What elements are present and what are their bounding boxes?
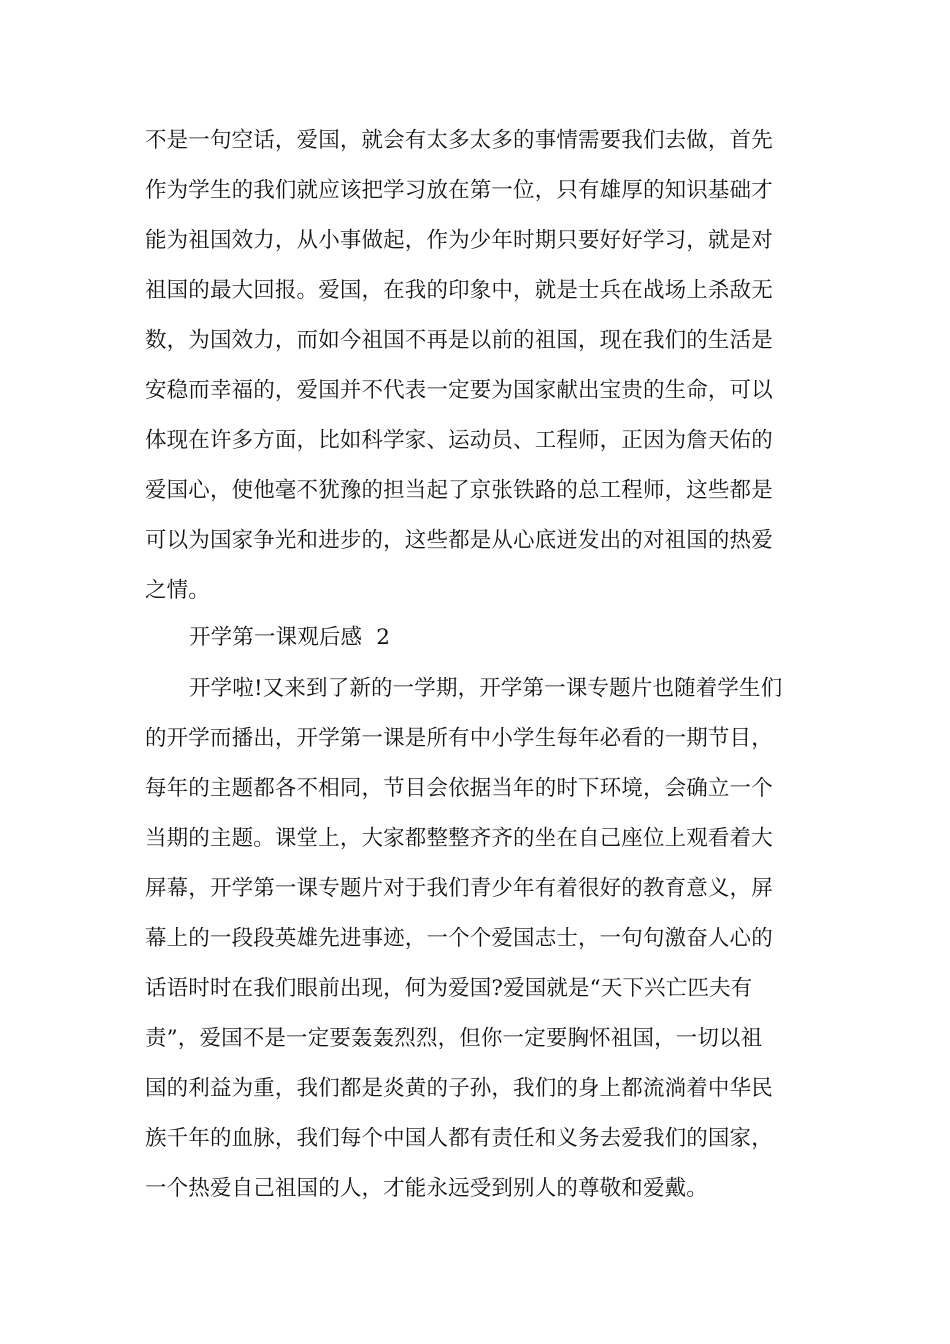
paragraph-line: 之情。 bbox=[145, 578, 210, 603]
paragraph-line: 体现在许多方面，比如科学家、运动员、工程师，正因为詹天佑的 bbox=[145, 428, 773, 453]
paragraph-line: 能为祖国效力，从小事做起，作为少年时期只要好好学习，就是对 bbox=[145, 228, 773, 253]
paragraph-line: 屏幕，开学第一课专题片对于我们青少年有着很好的教育意义，屏 bbox=[145, 876, 773, 901]
section-heading-title: 开学第一课观后感 bbox=[189, 625, 363, 650]
paragraph-line: 作为学生的我们就应该把学习放在第一位，只有雄厚的知识基础才 bbox=[145, 178, 773, 203]
paragraph-line: 数，为国效力，而如今祖国不再是以前的祖国，现在我们的生活是 bbox=[145, 328, 773, 353]
paragraph-line: 幕上的一段段英雄先进事迹，一个个爱国志士，一句句激奋人心的 bbox=[145, 926, 773, 951]
paragraph-line: 每年的主题都各不相同，节目会依据当年的时下环境，会确立一个 bbox=[145, 776, 773, 801]
paragraph-line: 责”，爱国不是一定要轰轰烈烈，但你一定要胸怀祖国，一切以祖 bbox=[145, 1026, 763, 1051]
paragraph-line: 祖国的最大回报。爱国，在我的印象中，就是士兵在战场上杀敌无 bbox=[145, 278, 773, 303]
section-heading-number: 2 bbox=[376, 625, 391, 650]
section-heading bbox=[189, 623, 390, 653]
paragraph-line: 可以为国家争光和进步的，这些都是从心底迸发出的对祖国的热爱 bbox=[145, 528, 773, 553]
paragraph-line: 爱国心，使他毫不犹豫的担当起了京张铁路的总工程师，这些都是 bbox=[145, 478, 773, 503]
paragraph-line: 当期的主题。课堂上，大家都整整齐齐的坐在自己座位上观看着大 bbox=[145, 826, 773, 851]
paragraph-line: 族千年的血脉，我们每个中国人都有责任和义务去爱我们的国家， bbox=[145, 1126, 773, 1151]
paragraph-line: 开学啦!又来到了新的一学期，开学第一课专题片也随着学生们 bbox=[189, 676, 783, 701]
paragraph-line: 安稳而幸福的，爱国并不代表一定要为国家献出宝贵的生命，可以 bbox=[145, 378, 773, 403]
paragraph-line: 一个热爱自己祖国的人，才能永远受到别人的尊敬和爱戴。 bbox=[145, 1176, 708, 1201]
paragraph-line: 话语时时在我们眼前出现，何为爱国?爱国就是“天下兴亡匹夫有 bbox=[145, 976, 753, 1001]
paragraph-line: 不是一句空话，爱国，就会有太多太多的事情需要我们去做，首先 bbox=[145, 128, 773, 153]
paragraph-line: 的开学而播出，开学第一课是所有中小学生每年必看的一期节目， bbox=[145, 726, 773, 751]
paragraph-line: 国的利益为重，我们都是炎黄的子孙，我们的身上都流淌着中华民 bbox=[145, 1076, 773, 1101]
